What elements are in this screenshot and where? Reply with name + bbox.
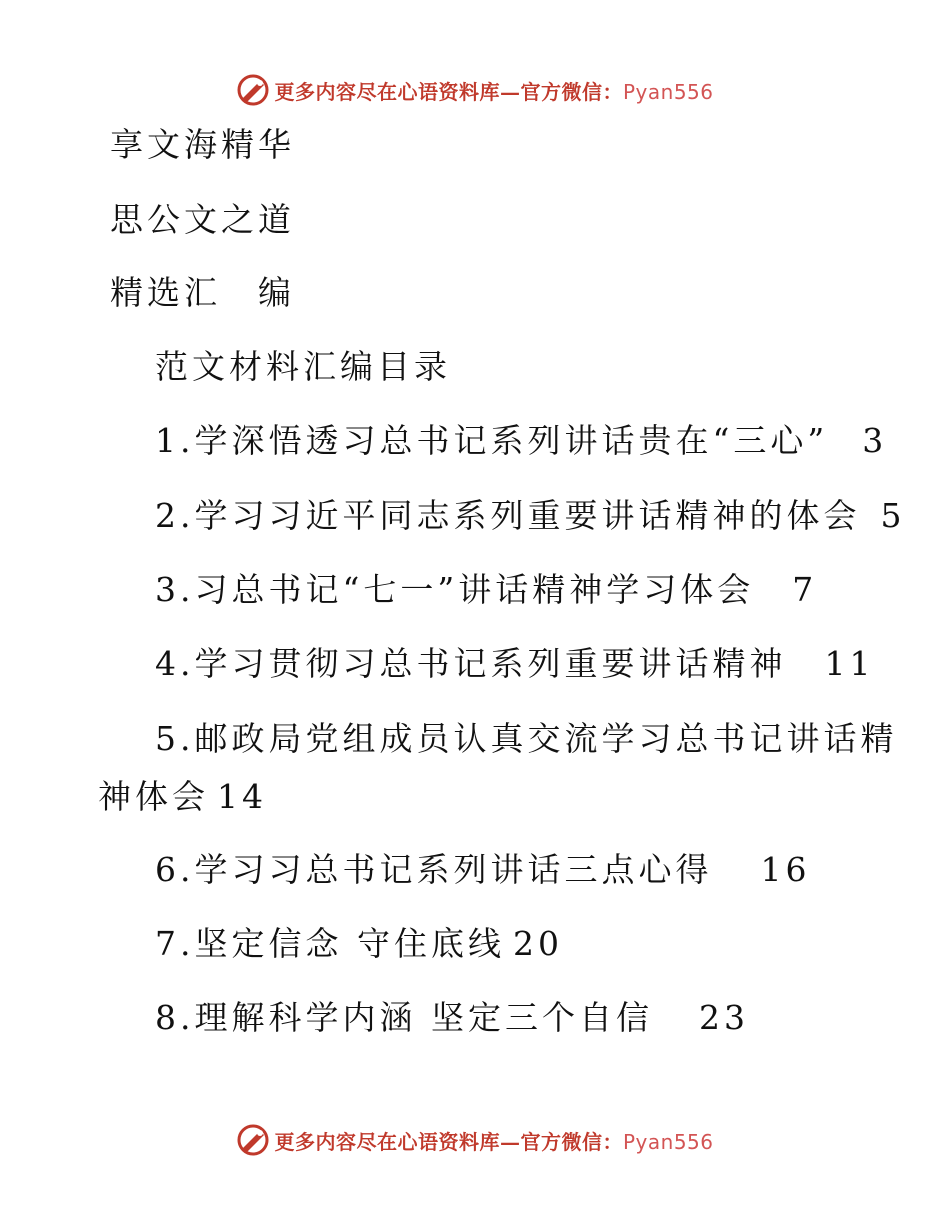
toc-item-label: 6.学习习总书记系列讲话三点心得 [155, 850, 713, 889]
toc-item-label: 5.邮政局党组成员认真交流学习总书记讲话精 [155, 719, 898, 758]
toc-item-page: 14 [217, 777, 267, 816]
banner-text: 更多内容尽在心语资料库—官方微信：Pyan556 [274, 79, 714, 104]
toc-item[interactable] [155, 719, 898, 759]
toc-item-label: 1.学深悟透习总书记系列讲话贵在“三心” [155, 421, 829, 460]
toc-item[interactable] [155, 496, 906, 536]
pen-logo-icon [236, 73, 270, 107]
toc-item-label: 3.习总书记“七一”讲话精神学习体会 [155, 570, 755, 609]
toc-item-label: 8.理解科学内涵 坚定三个自信 [155, 998, 653, 1037]
pen-logo-icon [236, 1123, 270, 1157]
toc-item[interactable] [155, 570, 817, 610]
toc-item-label: 2.学习习近平同志系列重要讲话精神的体会 [155, 496, 861, 535]
toc-item-page: 11 [824, 644, 875, 683]
heading-2: 思公文之道 [110, 200, 295, 239]
toc-item-page: 23 [698, 998, 749, 1037]
toc-item[interactable] [155, 421, 887, 461]
toc-item-page: 16 [760, 850, 811, 889]
toc-item-page: 7 [792, 570, 818, 609]
toc-item-label-cont: 神体会 [98, 777, 209, 816]
toc-item[interactable] [155, 998, 749, 1038]
toc-item-label: 7.坚定信念 守住底线 [155, 924, 505, 963]
toc-item-continuation[interactable] [98, 777, 267, 817]
toc-item-page: 20 [512, 924, 563, 963]
toc-title: 范文材料汇编目录 [155, 347, 451, 386]
toc-item-label: 4.学习贯彻习总书记系列重要讲话精神 [155, 644, 787, 683]
toc-item[interactable] [155, 924, 563, 964]
toc-item-page: 3 [862, 421, 888, 460]
heading-1: 享文海精华 [110, 125, 295, 164]
toc-item[interactable] [155, 850, 811, 890]
toc-item[interactable] [155, 644, 875, 684]
heading-3: 精选汇 编 [110, 273, 295, 312]
footer-banner [0, 1120, 950, 1160]
toc-item-page: 5 [880, 496, 906, 535]
banner-text: 更多内容尽在心语资料库—官方微信：Pyan556 [274, 1129, 714, 1154]
header-banner [0, 70, 950, 110]
